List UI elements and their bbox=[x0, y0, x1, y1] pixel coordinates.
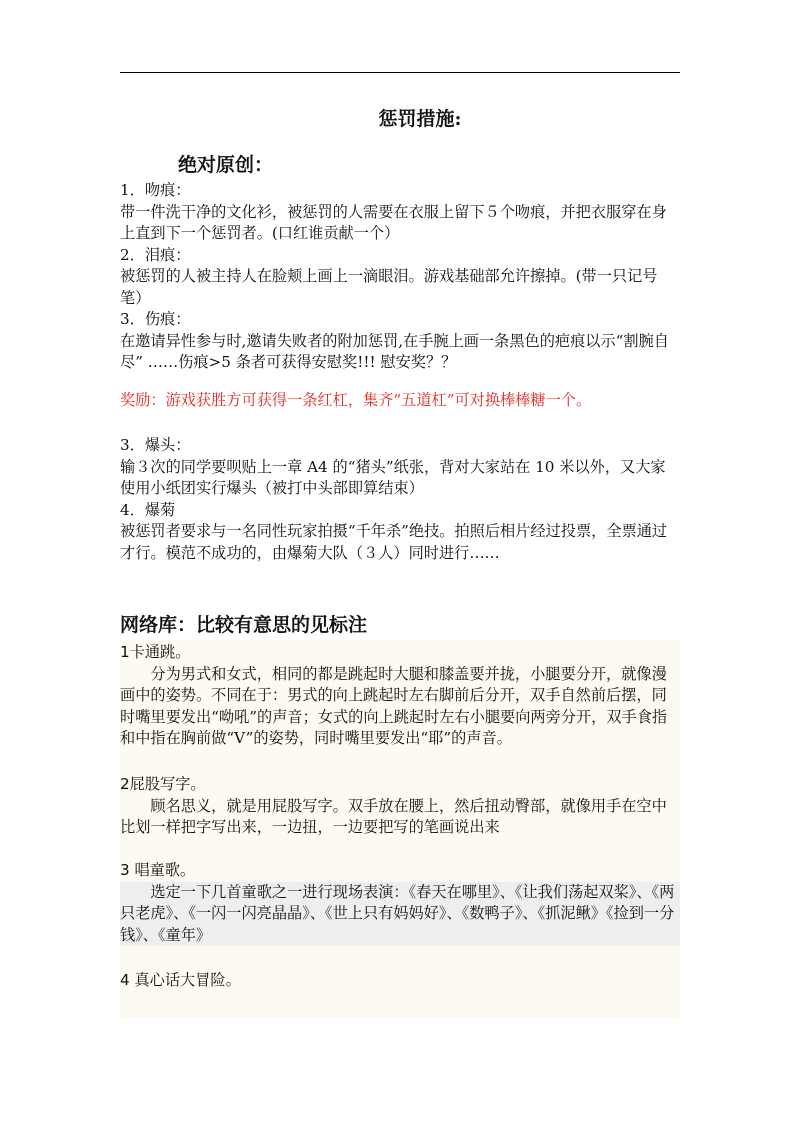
punishment-2-body: 被惩罚的人被主持人在脸颊上画上一滴眼泪。游戏基础部允许擦掉。(带一只记号笔） bbox=[120, 267, 658, 307]
punishment-list bbox=[120, 180, 680, 374]
item-body: 顾名思义，就是用屁股写字。双手放在腰上，然后扭动臀部，就像用手在空中比划一样把字写出来，一边扭，一边要把写的笔画说出来 bbox=[120, 796, 667, 836]
reward-text: 奖励：游戏获胜方可获得一条红杠，集齐“五道杠”可对换棒棒糖一个。 bbox=[120, 391, 592, 409]
punishment-3-body: 在邀请异性参与时,邀请失败者的附加惩罚,在手腕上画一条黑色的疤痕以示“割腕自尽” ……伤痕>5 条者可获得安慰奖!!! 慰安奖？？ bbox=[120, 331, 669, 371]
punishment-5-body: 被惩罚者要求与一名同性玩家拍摄“千年杀”绝技。拍照后相片经过投票，全票通过才行。模范不成功的，由爆菊大队（３人）同时进行…… bbox=[120, 522, 668, 562]
punishment-1-body: 带一件洗干净的文化衫，被惩罚的人需要在衣服上留下５个吻痕，并把衣服穿在身上直到下一个惩罚者。(口红谁贡献一个） bbox=[120, 202, 667, 242]
page-subtitle: 绝对原创： bbox=[178, 154, 274, 176]
item-number: 2 bbox=[120, 775, 130, 793]
header-rule bbox=[120, 72, 680, 73]
item-title: 卡通跳。 bbox=[129, 643, 191, 661]
punishment-3-title: 3．伤痕： bbox=[120, 310, 191, 328]
punishment-2-title: 2．泪痕： bbox=[120, 245, 191, 264]
punishment-4-body: 输３次的同学要呗贴上一章 A4 的“猪头”纸张，背对大家站在 10 米以外，又大家使用小纸团实行爆头（被打中头部即算结束） bbox=[120, 457, 666, 497]
page-title: 惩罚措施: bbox=[378, 108, 462, 130]
punishment-1-title: 1．吻痕： bbox=[120, 181, 191, 199]
item-title: 屁股写字。 bbox=[129, 775, 206, 793]
punishment-list-2 bbox=[120, 435, 680, 564]
punishment-5-title: 4．爆菊 bbox=[120, 500, 176, 519]
item-number: 3 bbox=[120, 861, 130, 879]
network-heading: 网络库：比较有意思的见标注 bbox=[120, 614, 368, 636]
network-item bbox=[120, 970, 680, 992]
item-body: 分为男式和女式，相同的都是跳起时大腿和膝盖要并拢，小腿要分开，就像漫画中的姿势。不同在于：男式的向上跳起时左右脚前后分开，双手自然前后摆，同时嘴里要发出“呦吼”的声音；女式的向上跳起时左右小腿要向两旁分开，双手食指和中指在胸前做“V”的姿势，同时嘴里要发出“耶”的声音。 bbox=[120, 664, 668, 747]
punishment-4-title: 3．爆头： bbox=[120, 436, 191, 454]
item-number: 4 bbox=[120, 971, 130, 989]
network-item bbox=[120, 774, 680, 839]
network-section bbox=[120, 640, 680, 1018]
item-number: 1 bbox=[120, 643, 130, 661]
network-item bbox=[120, 642, 680, 750]
item-title: 真心话大冒险。 bbox=[129, 971, 241, 989]
network-item bbox=[120, 860, 680, 946]
item-body: 选定一下几首童歌之一进行现场表演：《春天在哪里》、《让我们荡起双桨》、《两只老虎》、《一闪一闪亮晶晶》、《世上只有妈妈好》、《数鸭子》、《抓泥鳅》《捡到一分钱》、《童年》 bbox=[120, 882, 680, 947]
item-title: 唱童歌。 bbox=[129, 861, 196, 879]
